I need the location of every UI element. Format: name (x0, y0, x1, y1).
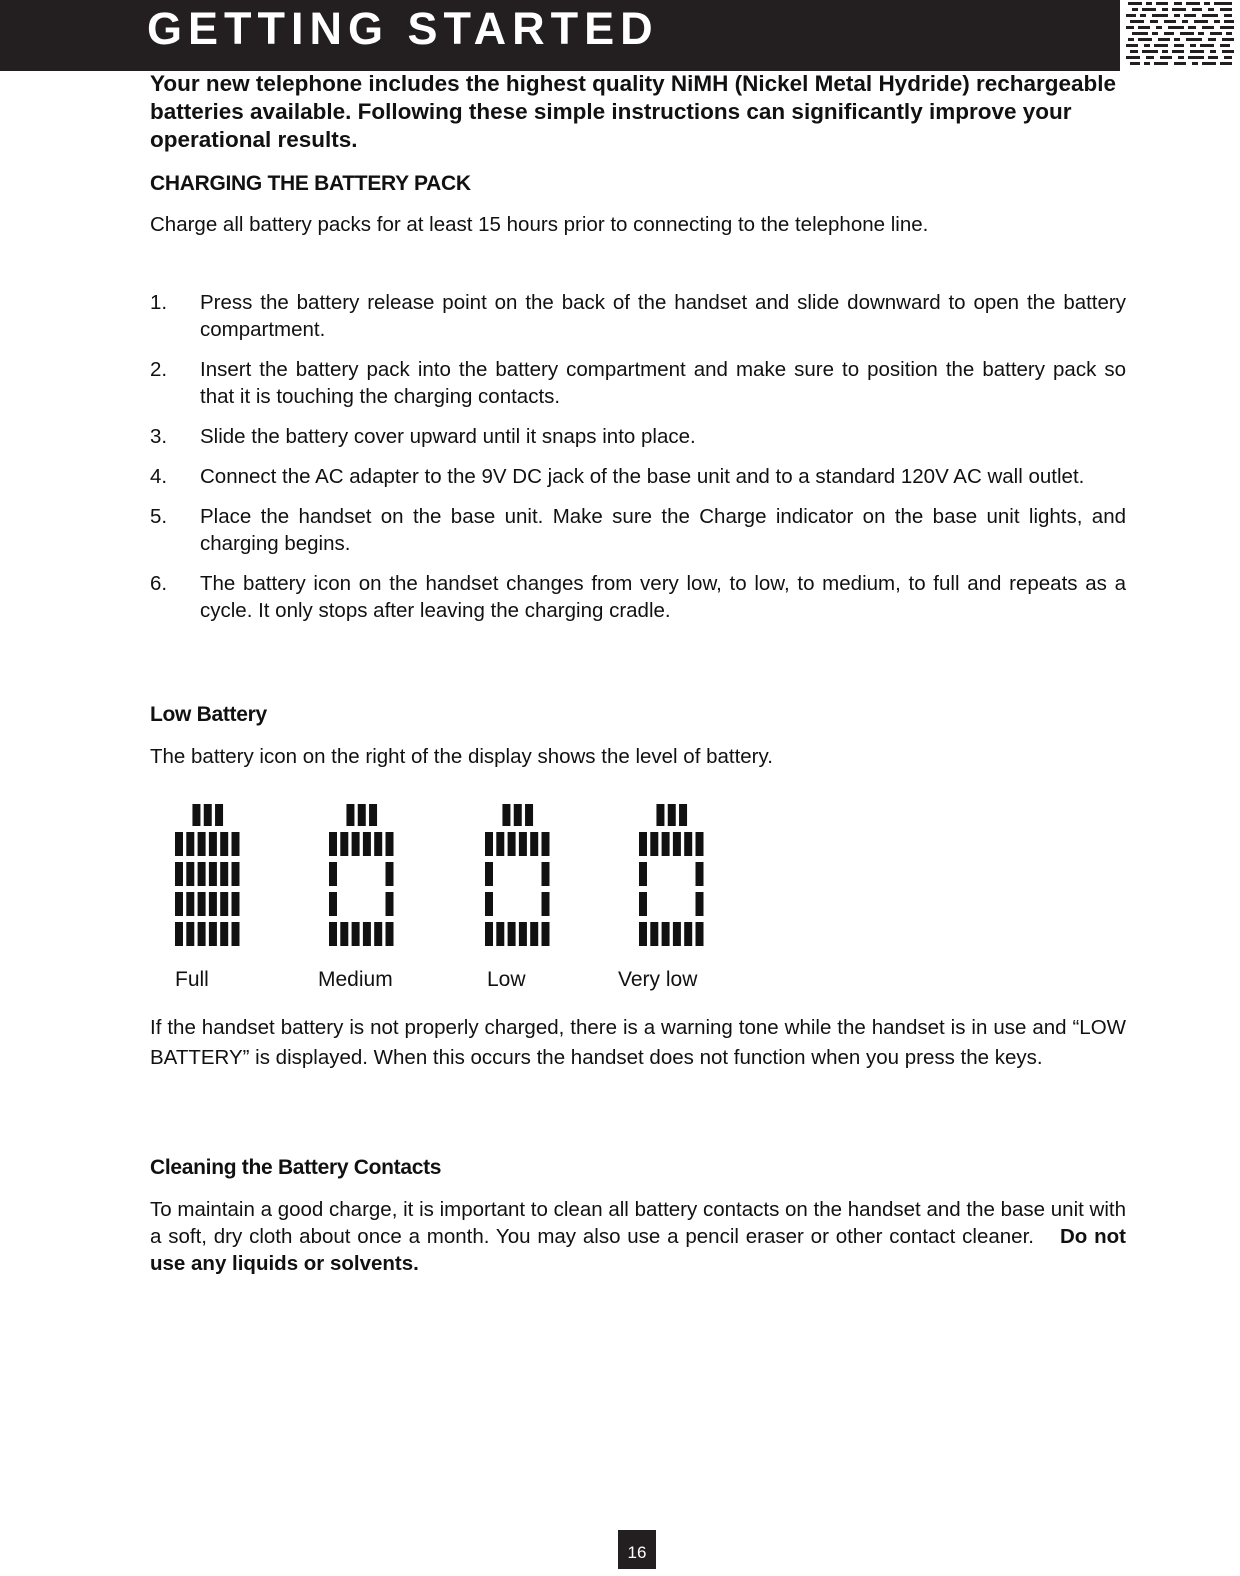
charging-heading: CHARGING THE BATTERY PACK (150, 172, 471, 195)
battery-label-full: Full (175, 968, 209, 991)
step-number: 3. (150, 425, 168, 448)
step-number: 6. (150, 572, 168, 595)
step-text: Press the battery release point on the back of the handset and slide downward to open the battery compartment. (200, 291, 1126, 341)
battery-full-icon (174, 800, 242, 950)
page-title: GETTING STARTED (147, 3, 659, 54)
cleaning-heading: Cleaning the Battery Contacts (150, 1156, 442, 1179)
step-text: The battery icon on the handset changes from very low, to low, to medium, to full and repeats as a cycle. It only stops after leaving the charging cradle. (200, 572, 1126, 622)
battery-label-very-low: Very low (618, 968, 698, 991)
header-bar (0, 0, 1120, 71)
cleaning-text: To maintain a good charge, it is important to clean all battery contacts on the handset and the base unit with a soft, dry cloth about once a month. You may also use a pencil eraser or other contact cleaner. (150, 1198, 1126, 1248)
cleaning-warning: Do not use any liquids or solvents. (150, 1225, 1126, 1275)
battery-medium-icon (328, 800, 396, 950)
charging-steps-list (150, 289, 1126, 637)
step-number: 4. (150, 465, 168, 488)
corner-pattern-graphic (1124, 0, 1238, 71)
intro-paragraph: Your new telephone includes the highest quality NiMH (Nickel Metal Hydride) rechargeable batteries available. Following these simple instructions can significantly improve your operational results. (150, 71, 1117, 152)
step-text: Slide the battery cover upward until it snaps into place. (200, 425, 696, 448)
step-number: 1. (150, 291, 168, 314)
battery-low-icon (484, 800, 552, 950)
list-item (150, 356, 1126, 410)
battery-label-low: Low (487, 968, 526, 991)
battery-label-medium: Medium (318, 968, 393, 991)
low-battery-heading: Low Battery (150, 703, 267, 726)
battery-levels-row (0, 800, 800, 960)
cleaning-paragraph (150, 1196, 1126, 1277)
list-item (150, 463, 1126, 490)
list-item (150, 289, 1126, 343)
charging-text: Charge all battery packs for at least 15 hours prior to connecting to the telephone line. (150, 213, 929, 236)
low-battery-warning: If the handset battery is not properly charged, there is a warning tone while the handset is in use and “LOW BATTERY” is displayed. When this occurs the handset does not function when you press the keys. (150, 1016, 1126, 1069)
list-item (150, 503, 1126, 557)
step-text: Connect the AC adapter to the 9V DC jack of the base unit and to a standard 120V AC wall outlet. (200, 465, 1085, 488)
battery-very-low-icon (638, 800, 706, 950)
step-number: 2. (150, 358, 168, 381)
step-number: 5. (150, 505, 168, 528)
list-item (150, 570, 1126, 624)
step-text: Insert the battery pack into the battery compartment and make sure to position the battery pack so that it is touching the charging contacts. (200, 358, 1126, 408)
page-number: 16 (618, 1530, 656, 1569)
step-text: Place the handset on the base unit. Make sure the Charge indicator on the base unit lights, and charging begins. (200, 505, 1126, 555)
list-item (150, 423, 1126, 450)
low-battery-text: The battery icon on the right of the display shows the level of battery. (150, 745, 773, 768)
